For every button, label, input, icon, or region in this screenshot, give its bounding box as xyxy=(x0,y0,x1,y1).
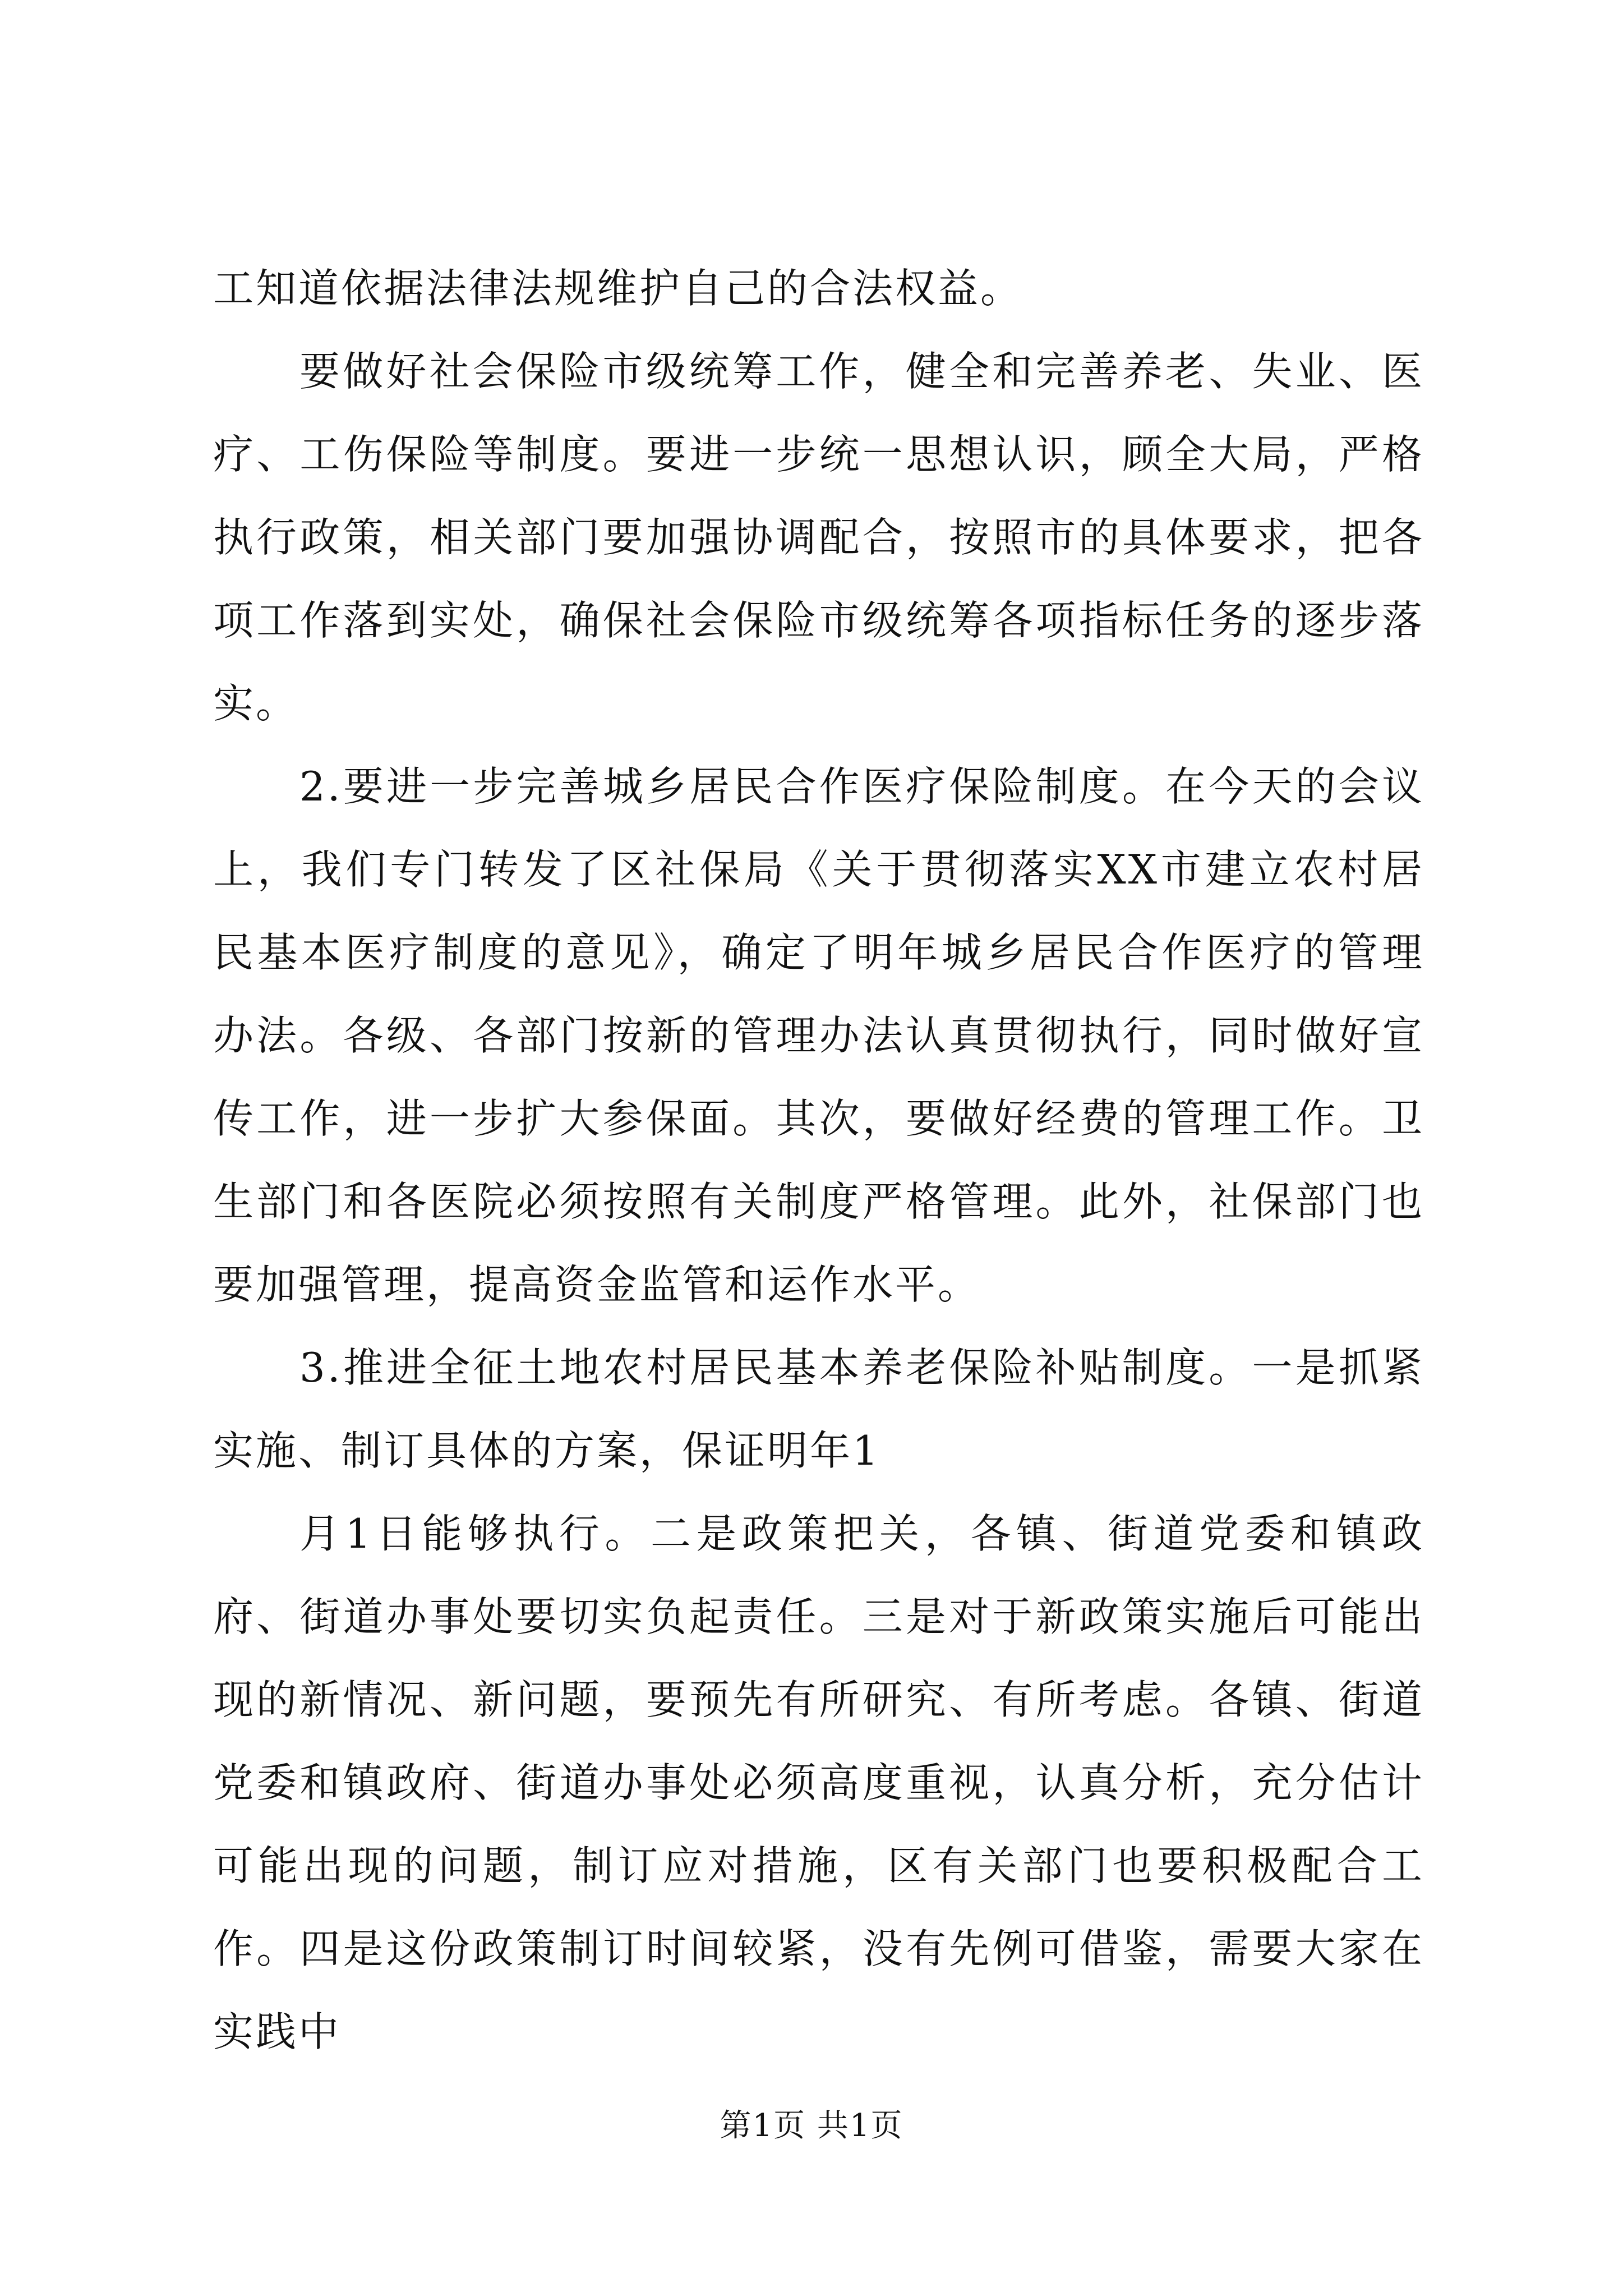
paragraph-social-insurance: 要做好社会保险市级统筹工作，健全和完善养老、失业、医疗、工伤保险等制度。要进一步统一思想认识，顾全大局，严格执行政策，相关部门要加强协调配合，按照市的具体要求，把各项工作落到实处，确保社会保险市级统筹各项指标任务的逐步落实。 xyxy=(213,348,1424,727)
paragraph-continuation: 工知道依据法律法规维护自己的合法权益。 xyxy=(213,265,1023,312)
document-body xyxy=(213,247,1424,2073)
page-number-footer: 第1页 共1页 xyxy=(720,2108,903,2144)
paragraph-implementation: 月1日能够执行。二是政策把关，各镇、街道党委和镇政府、街道办事处要切实负起责任。三是对于新政策实施后可能出现的新情况、新问题，要预先有所研究、有所考虑。各镇、街道党委和镇政府、街道办事处必须高度重视，认真分析，充分估计可能出现的问题，制订应对措施，区有关部门也要积极配合工作。四是这份政策制订时间较紧，没有先例可借鉴，需要大家在实践中 xyxy=(213,1510,1424,2055)
paragraph-pension-subsidy: 3.推进全征土地农村居民基本养老保险补贴制度。一是抓紧实施、制订具体的方案，保证明年1 xyxy=(213,1344,1424,1474)
paragraph-medical-insurance: 2.要进一步完善城乡居民合作医疗保险制度。在今天的会议上，我们专门转发了区社保局《关于贯彻落实XX市建立农村居民基本医疗制度的意见》，确定了明年城乡居民合作医疗的管理办法。各级、各部门按新的管理办法认真贯彻执行，同时做好宣传工作，进一步扩大参保面。其次，要做好经费的管理工作。卫生部门和各医院必须按照有关制度严格管理。此外，社保部门也要加强管理，提高资金监管和运作水平。 xyxy=(213,763,1424,1308)
